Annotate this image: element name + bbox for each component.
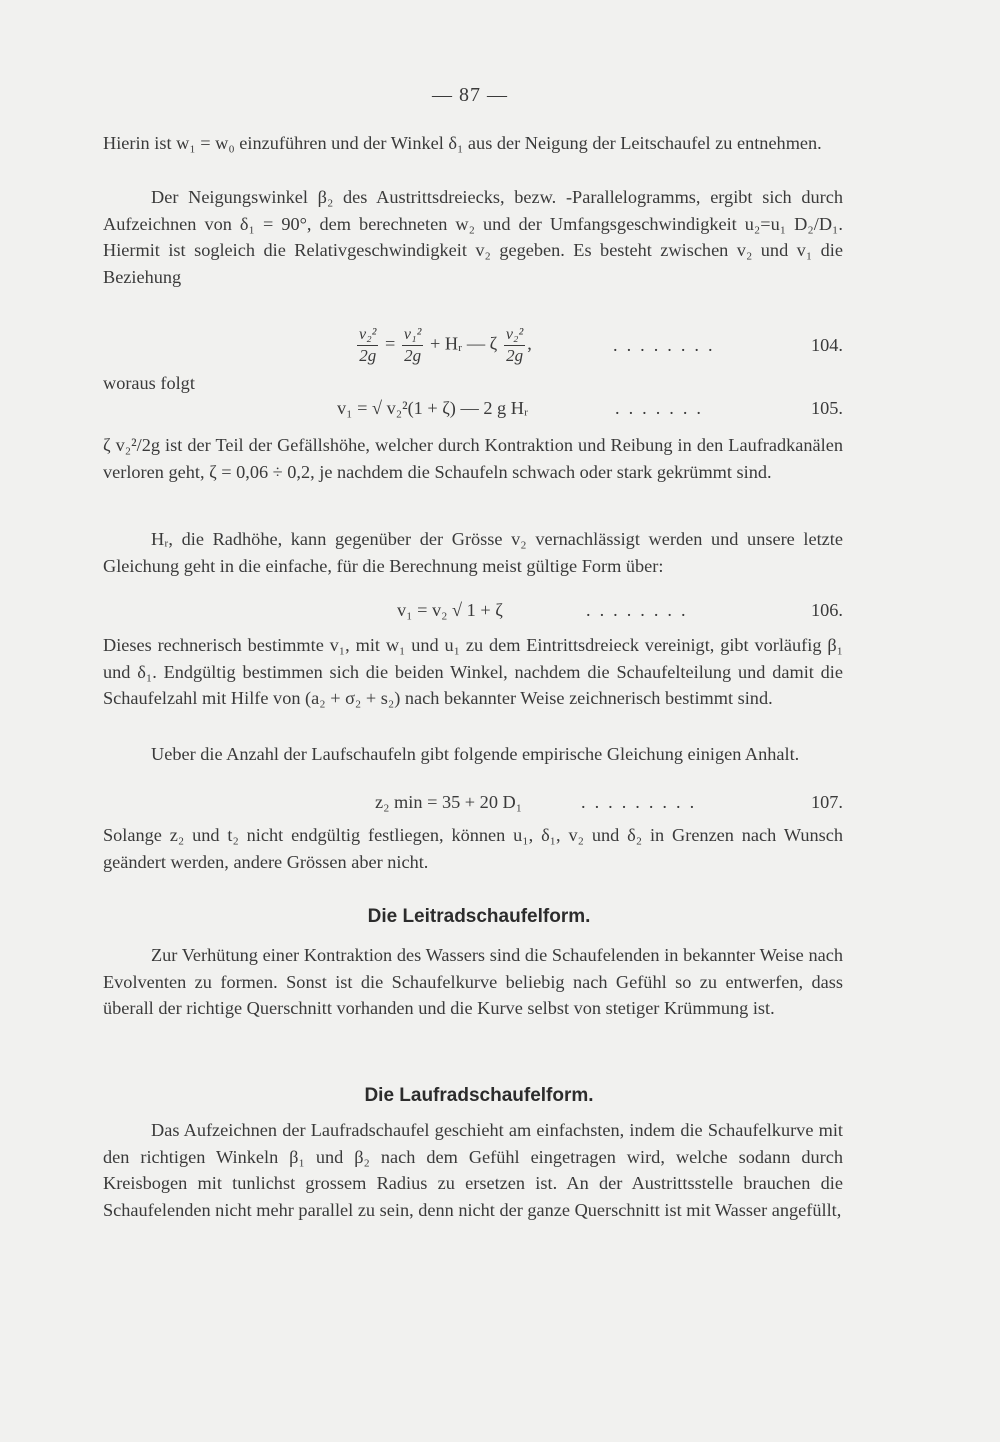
fraction-lhs-num: v₂² <box>357 325 378 346</box>
equation-104-dots: ........ <box>613 335 722 355</box>
equation-105 <box>103 396 843 436</box>
fraction-rhs2-num: v₂² <box>504 325 525 346</box>
equation-107-expr: z₂ min = 35 + 20 D₁ <box>375 792 523 812</box>
equation-104-mid: + Hᵣ — ζ <box>429 333 498 354</box>
paragraph-5: Dieses rechnerisch bestimmte v₁, mit w₁ und u₁ zu dem Eintrittsdreieck vereinigt, gibt vorläufig β₁ und δ₁. Endgültig bestimmen sich die beiden Winkel, nachdem die Schaufelteilung und damit die Schaufelzahl mit Hilfe von (a₂ + σ₂ + s₂) nach bekannter Weise zeichnerisch bestimmt sind. <box>103 635 843 708</box>
page-number: — 87 — <box>432 84 508 106</box>
equation-107-label: 107. <box>811 792 843 812</box>
paragraph-2: Der Neigungswinkel β₂ des Austrittsdreiecks, bezw. -Parallelogramms, ergibt sich durch Aufzeichnen von δ₁ = 90°, dem berechneten w₂ und der Umfangsgeschwindigkeit u₂=u₁ D₂/D₁. Hiermit ist sogleich die Relativgeschwindigkeit v₂ gegeben. Es besteht zwischen v₂ und v₁ die Beziehung <box>103 187 843 287</box>
equation-104-label: 104. <box>811 335 843 355</box>
equation-104-expr: $\frac{\text{v₂²}}{2g}$ = $\frac{\text{v₁²}}{2g}$ + Hᵣ — ζ $\frac{\text{v₂²}}{2g}$ , <box>359 326 532 365</box>
text-woraus: woraus folgt <box>103 373 195 393</box>
fraction-rhs2 <box>504 325 525 366</box>
fraction-rhs1-num: v₁² <box>402 325 423 346</box>
section-heading-laufrad: Die Laufradschaufelform. <box>364 1085 594 1106</box>
equation-106-expr: v₁ = v₂ √ 1 + ζ <box>397 600 503 620</box>
fraction-rhs2-den: 2g <box>506 346 524 365</box>
paragraph-1: Hierin ist w₁ = w₀ einzuführen und der Winkel δ₁ aus der Neigung der Leitschaufel zu entnehmen. <box>103 133 822 153</box>
equation-104 <box>103 325 843 365</box>
equation-105-dots: ....... <box>615 398 710 418</box>
paragraph-9: Das Aufzeichnen der Laufradschaufel geschieht am einfachsten, indem die Schaufelkurve mit den richtigen Winkeln β₁ und β₂ nach dem Gefühl eingetragen wird, welche sodann durch Kreisbogen mit tunlichst grossem Radius zu ersetzen ist. An der Austrittsstelle brauchen die Schaufelenden nicht mehr parallel zu sein, denn nicht der ganze Querschnitt ist mit Wasser angefüllt, <box>103 1120 843 1220</box>
paragraph-6: Ueber die Anzahl der Laufschaufeln gibt folgende empirische Gleichung einigen Anhalt. <box>151 744 800 764</box>
fraction-rhs1 <box>402 325 423 366</box>
equation-107-dots: ......... <box>581 792 704 812</box>
equation-105-expr: v₁ = √ v₂²(1 + ζ) — 2 g Hᵣ <box>337 398 529 418</box>
fraction-rhs1-den: 2g <box>404 346 422 365</box>
paragraph-3: ζ v₂²/2g ist der Teil der Gefällshöhe, welcher durch Kontraktion und Reibung in den Laufradkanälen verloren geht, ζ = 0,06 ÷ 0,2, je nachdem die Schaufeln schwach oder stark gekrümmt sind. <box>103 435 843 482</box>
fraction-lhs <box>357 325 378 366</box>
equation-104-tail: , <box>527 333 532 354</box>
paragraph-7: Solange z₂ und t₂ nicht endgültig festliegen, können u₁, δ₁, v₂ und δ₂ in Grenzen nach Wunsch geändert werden, andere Grössen aber nicht. <box>103 825 843 872</box>
equation-106-label: 106. <box>811 600 843 620</box>
section-heading-leitrad: Die Leitradschaufelform. <box>367 906 591 927</box>
paragraph-8: Zur Verhütung einer Kontraktion des Wassers sind die Schaufelenden in bekannter Weise nach Evolventen zu formen. Sonst ist die Schaufelkurve beliebig nach Gefühl so zu entwerfen, dass überall der richtige Querschnitt vorhanden und die Kurve selbst von stetiger Krümmung ist. <box>103 945 843 1018</box>
equation-106-dots: ........ <box>586 600 695 620</box>
fraction-lhs-den: 2g <box>359 346 377 365</box>
paragraph-4: Hᵣ, die Radhöhe, kann gegenüber der Grösse v₂ vernachlässigt werden und unsere letzte Gleichung geht in die einfache, für die Berechnung meist gültige Form über: <box>103 529 843 576</box>
equation-105-label: 105. <box>811 398 843 418</box>
